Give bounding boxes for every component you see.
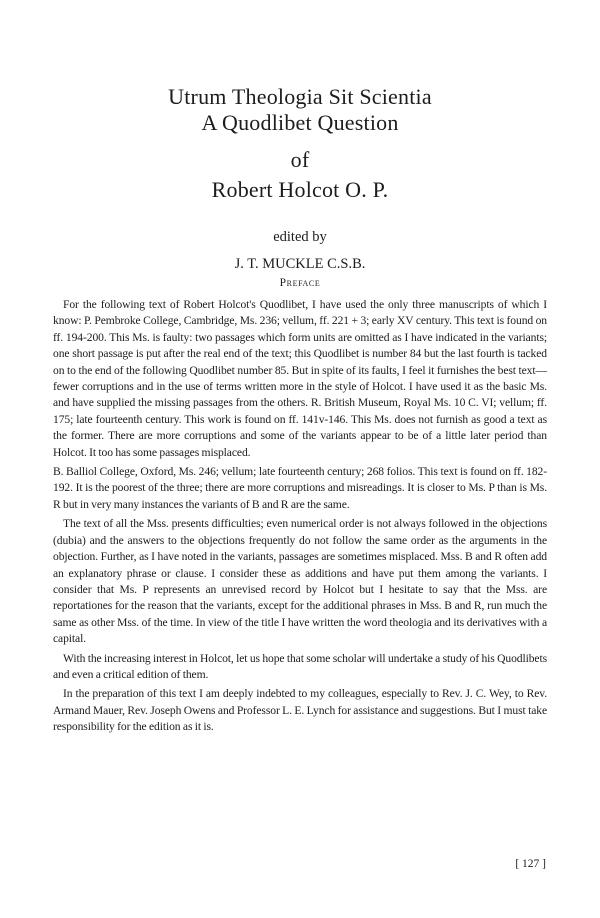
preface-paragraph-3: The text of all the Mss. presents difficulties; even numerical order is not always followed in the objections (dubia) and the answers to the objections frequently do not follow the same order as the arguments in the objection. Further, as I have noted in the variants, passages are sometimes misplaced. Mss. B and R often add an explanatory phrase or clause. I consider these as additions and have put them among the variants. I consider that Ms. P represents an unrevised record by Holcot but I hesitate to say that the Mss. are reportationes for the reason that the variants, except for the additional phrases in Mss. B and R, run much the same as other Mss. of the time. In view of the title I have written the word theologia and its derivatives with a capital. [53, 517, 547, 646]
edited-by-label: edited by [273, 229, 327, 245]
preface-body [53, 297, 547, 739]
preface-heading: Preface [279, 277, 321, 289]
editor-name: J. T. MUCKLE C.S.B. [234, 256, 366, 272]
title-line-2: A Quodlibet Question [201, 110, 399, 135]
preface-paragraph-5: In the preparation of this text I am deeply indebted to my colleagues, especially to Rev. J. C. Wey, to Rev. Armand Mauer, Rev. Joseph Owens and Professor L. E. Lynch for assistance and suggestions. But I must take responsibility for the edition as it is. [53, 687, 547, 734]
page-number: [ 127 ] [515, 858, 546, 870]
author-name: Robert Holcot O. P. [211, 177, 389, 202]
preface-paragraph-2: B. Balliol College, Oxford, Ms. 246; vellum; late fourteenth century; 268 folios. This text is found on ff. 182-192. It is the poorest of the three; there are more corruptions and misreadings. It is closer to Ms. P than is Ms. R but in very many instances the variants of B and R are the same. [53, 465, 547, 511]
title-line-1: Utrum Theologia Sit Scientia [168, 84, 432, 109]
preface-paragraph-4: With the increasing interest in Holcot, let us hope that some scholar will undertake a study of his Quodlibets and even a critical edition of them. [53, 651, 547, 681]
title-of: of [290, 147, 310, 172]
preface-paragraph-1: For the following text of Robert Holcot's Quodlibet, I have used the only three manuscripts of which I know: P. Pembroke College, Cambridge, Ms. 236; vellum, ff. 221 + 3; early XV century. This text is found on ff. 194-200. This Ms. is faulty: two passages which form units are omitted as I have indicated in the variants; one short passage is put after the real end of the text; this Quodlibet is number 84 but the last fourth is tacked on to the end of the following Quodlibet number 85. But in spite of its faults, I feel it furnishes the best text—fewer corruptions and in the use of terms written more in the style of Holcot. I have used it as the basic Ms. and have supplied the missing passages from the others. R. British Museum, Royal Ms. 10 C. VI; vellum; ff. 175; late fourteenth century. This work is found on ff. 141v-146. This Ms. does not furnish as good a text as the former. There are more corruptions and some of the variants appear to be of a little later period than Holcot. It too has some passages misplaced. [53, 298, 547, 459]
